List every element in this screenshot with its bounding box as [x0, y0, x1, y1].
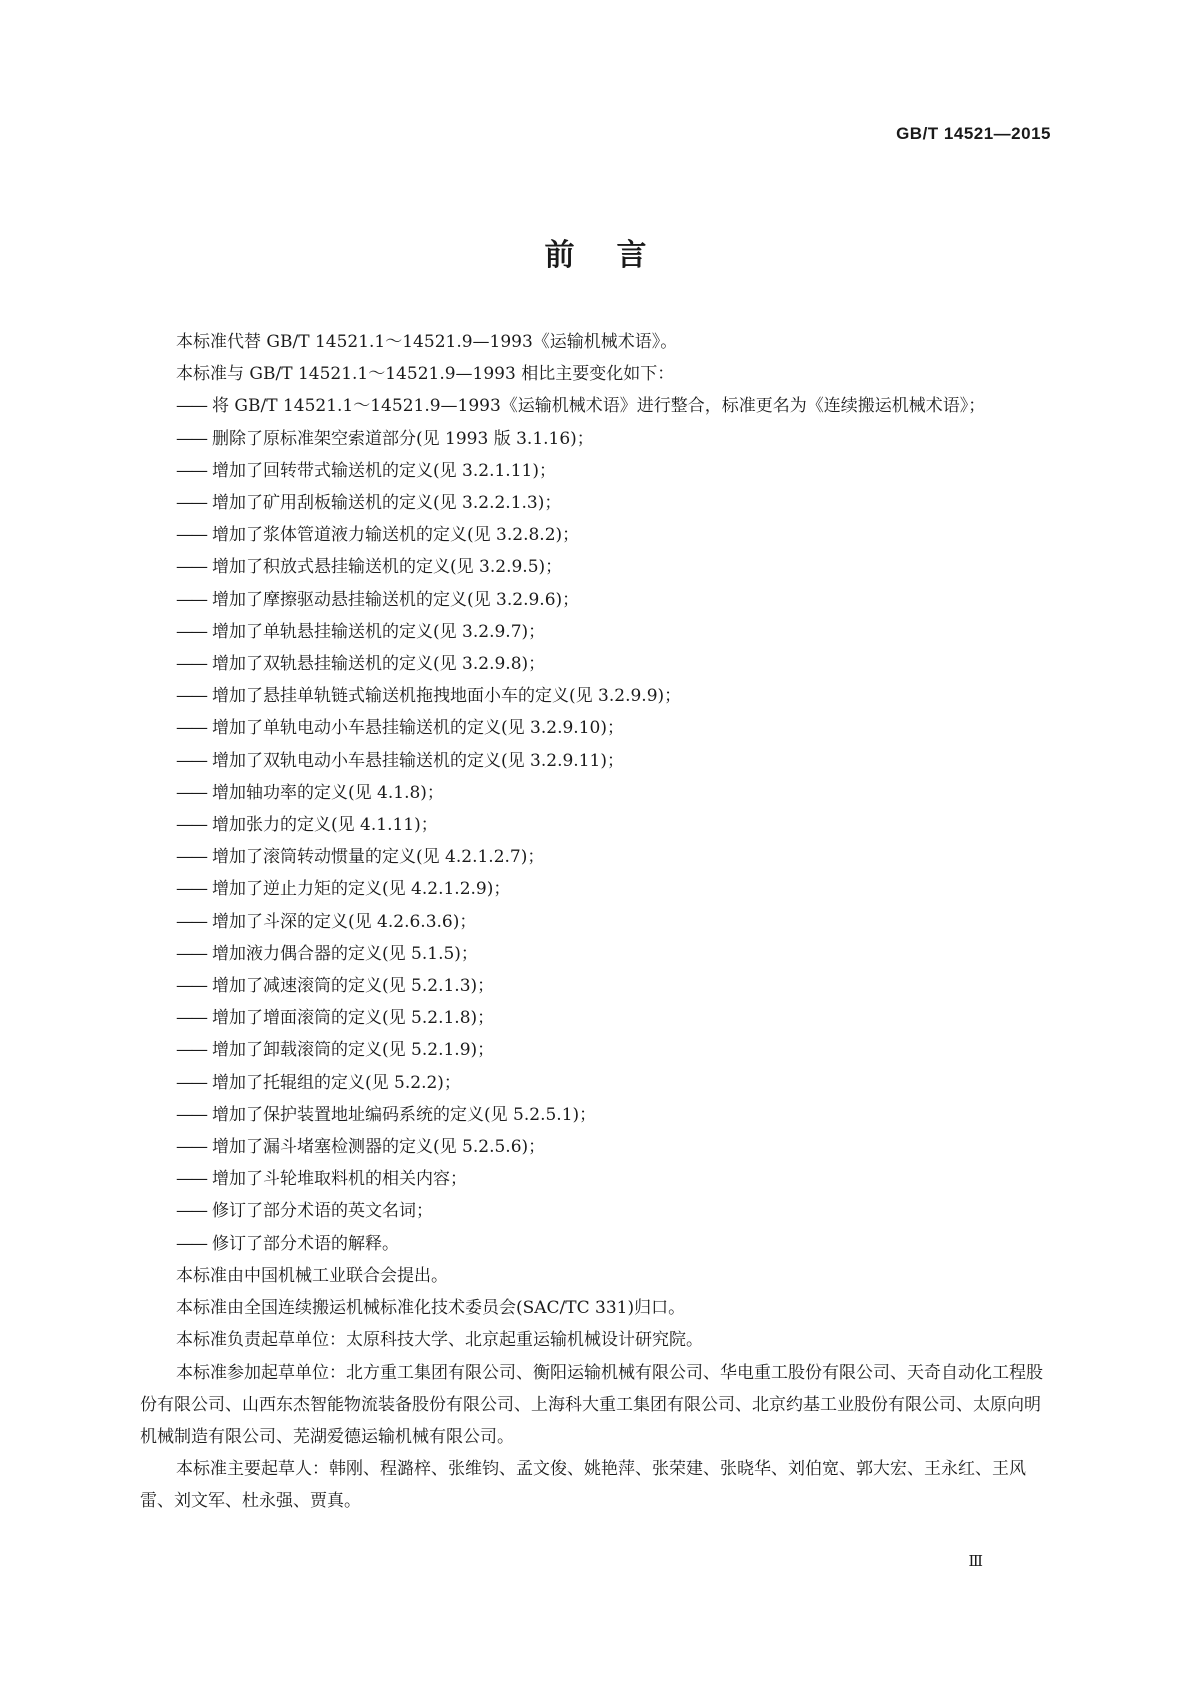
- list-item: —— 增加轴功率的定义(见 4.1.8)；: [176, 777, 1056, 809]
- list-item: —— 增加了回转带式输送机的定义(见 3.2.1.11)；: [176, 455, 1056, 487]
- intro-paragraph: 本标准代替 GB/T 14521.1～14521.9—1993《运输机械术语》。: [176, 332, 678, 352]
- list-item: —— 将 GB/T 14521.1～14521.9—1993《运输机械术语》进行整合，标准更名为《连续搬运机械术语》；: [176, 390, 1056, 422]
- list-item: —— 增加了双轨电动小车悬挂输送机的定义(见 3.2.9.11)；: [176, 745, 1056, 777]
- intro-paragraph: 本标准与 GB/T 14521.1～14521.9—1993 相比主要变化如下：: [176, 364, 675, 385]
- participating-drafters-paragraph: 本标准参加起草单位：北方重工集团有限公司、衡阳运输机械有限公司、华电重工股份有限公司、天奇自动化工程股份有限公司、山西东杰智能物流装备股份有限公司、上海科大重工集团有限公司、北京约基工业股份有限公司、太原向明机械制造有限公司、芜湖爱德运输机械有限公司。: [140, 1362, 1043, 1447]
- list-item: —— 增加了卸载滚筒的定义(见 5.2.1.9)；: [176, 1034, 1056, 1066]
- list-item: —— 增加了斗深的定义(见 4.2.6.3.6)；: [176, 906, 1056, 938]
- changes-list: [176, 390, 1056, 1259]
- main-drafters-paragraph: 本标准主要起草人：韩刚、程潞梓、张维钧、孟文俊、姚艳萍、张荣建、张晓华、刘伯宽、郭大宏、王永红、王风雷、刘文军、杜永强、贾真。: [140, 1459, 1026, 1512]
- proposer-paragraph: 本标准由中国机械工业联合会提出。: [176, 1265, 448, 1286]
- list-item: —— 修订了部分术语的英文名词；: [176, 1195, 1056, 1227]
- list-item: —— 增加了减速滚筒的定义(见 5.2.1.3)；: [176, 970, 1056, 1002]
- list-item: —— 增加液力偶合器的定义(见 5.1.5)；: [176, 938, 1056, 970]
- list-item: —— 增加了增面滚筒的定义(见 5.2.1.8)；: [176, 1002, 1056, 1034]
- list-item: —— 增加了矿用刮板输送机的定义(见 3.2.2.1.3)；: [176, 487, 1056, 519]
- page-number: Ⅲ: [968, 1552, 983, 1570]
- list-item: —— 增加了浆体管道液力输送机的定义(见 3.2.8.2)；: [176, 519, 1056, 551]
- list-item: —— 删除了原标准架空索道部分(见 1993 版 3.1.16)；: [176, 423, 1056, 455]
- lead-drafters-paragraph: 本标准负责起草单位：太原科技大学、北京起重运输机械设计研究院。: [176, 1330, 703, 1351]
- list-item: —— 增加了保护装置地址编码系统的定义(见 5.2.5.1)；: [176, 1099, 1056, 1131]
- list-item: —— 增加了摩擦驱动悬挂输送机的定义(见 3.2.9.6)；: [176, 584, 1056, 616]
- list-item: —— 增加了双轨悬挂输送机的定义(见 3.2.9.8)；: [176, 648, 1056, 680]
- list-item: —— 增加了悬挂单轨链式输送机拖拽地面小车的定义(见 3.2.9.9)；: [176, 680, 1056, 712]
- list-item: —— 增加了单轨电动小车悬挂输送机的定义(见 3.2.9.10)；: [176, 712, 1056, 744]
- foreword-body: [140, 326, 1056, 1518]
- list-item: —— 增加张力的定义(见 4.1.11)；: [176, 809, 1056, 841]
- list-item: —— 增加了托辊组的定义(见 5.2.2)；: [176, 1067, 1056, 1099]
- committee-paragraph: 本标准由全国连续搬运机械标准化技术委员会(SAC/TC 331)归口。: [176, 1298, 686, 1319]
- standard-code: GB/T 14521—2015: [896, 124, 1051, 143]
- list-item: —— 增加了滚筒转动惯量的定义(见 4.2.1.2.7)；: [176, 841, 1056, 873]
- page-title: 前言: [544, 238, 689, 273]
- list-item: —— 增加了单轨悬挂输送机的定义(见 3.2.9.7)；: [176, 616, 1056, 648]
- list-item: —— 增加了积放式悬挂输送机的定义(见 3.2.9.5)；: [176, 551, 1056, 583]
- list-item: —— 增加了漏斗堵塞检测器的定义(见 5.2.5.6)；: [176, 1131, 1056, 1163]
- list-item: —— 修订了部分术语的解释。: [176, 1228, 1056, 1260]
- list-item: —— 增加了逆止力矩的定义(见 4.2.1.2.9)；: [176, 873, 1056, 905]
- list-item: —— 增加了斗轮堆取料机的相关内容；: [176, 1163, 1056, 1195]
